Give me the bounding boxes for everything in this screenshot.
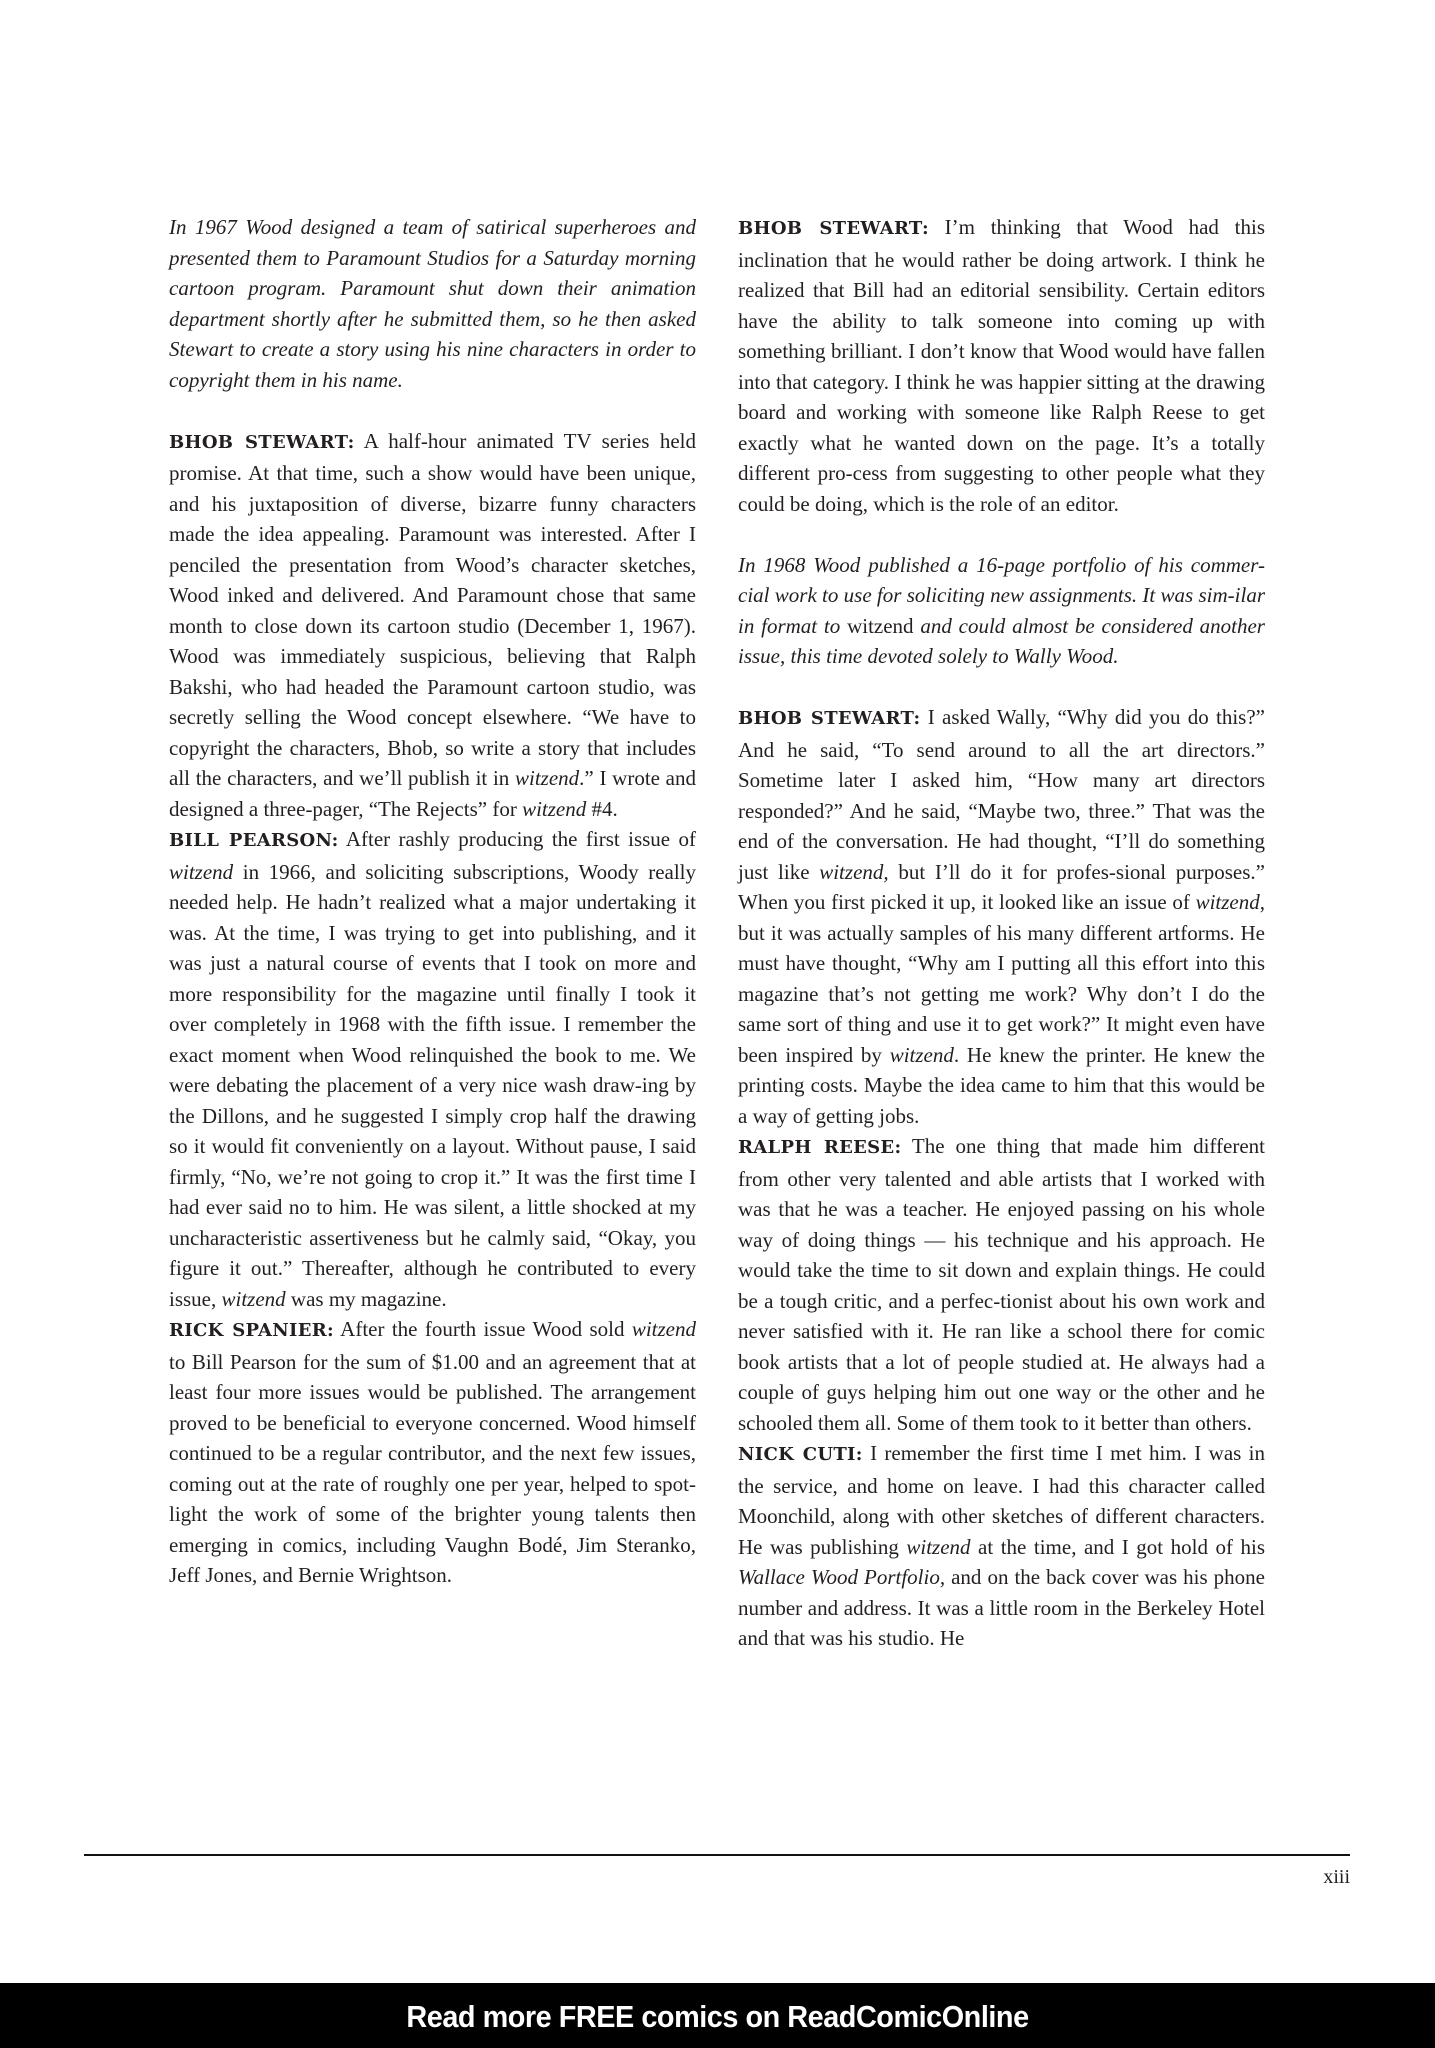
footer-rule: [84, 1854, 1350, 1856]
quote-bhob-stewart-1: BHOB STEWART: A half-hour animated TV series held promise. At that time, such a show would have been unique, and his juxtaposition of diverse, bizarre funny characters made the idea appealing. Paramount was interested. After I penciled the presentation from Wood’s character sketches, Wood inked and delivered. And Paramount chose that same month to close down its cartoon studio (December 1, 1967). Wood was immediately suspicious, believing that Ralph Bakshi, who had headed the Paramount cartoon studio, was secretly selling the Wood concept elsewhere. “We have to copyright the characters, Bhob, so write a story that includes all the characters, and we’ll publish it in witzend.” I wrote and designed a three-pager, “The Rejects” for witzend #4.: [169, 428, 697, 821]
title-witzend: witzend: [889, 1042, 954, 1067]
speaker-label: RICK SPANIER:: [169, 1320, 334, 1341]
intro-paragraph-1968: In 1968 Wood published a 16-page portfolio of his commer-cial work to use for soliciting new assignments. It was sim-ilar in format to witzend and could almost be considered another issue, this time devoted solely to Wally Wood.: [738, 552, 1265, 668]
title-wallace-wood-portfolio: Wallace Wood Portfolio,: [738, 1565, 946, 1589]
title-witzend: witzend: [515, 766, 580, 790]
promo-banner-text[interactable]: Read more FREE comics on ReadComicOnline: [406, 1998, 1029, 2034]
promo-banner[interactable]: [0, 1983, 1435, 2048]
title-witzend: witzend,: [819, 859, 889, 884]
quote-ralph-reese: RALPH REESE: The one thing that made him different from other very talented and able artists that I worked with was that he was a teacher. He enjoyed passing on his whole way of doing things — his technique and his approach. He would take the time to sit down and explain things. He could be a tough critic, and a perfec-tionist about his own work and never satisfied with it. He ran like a school there for comic book artists that a lot of people studied at. He always had a couple of guys helping him out one way or the other and he schooled them all. Some of them took to it better than others.: [738, 1134, 1265, 1435]
title-witzend: witzend: [1195, 890, 1260, 914]
right-column: [738, 212, 1265, 1654]
title-witzend: witzend: [221, 1286, 286, 1311]
quote-bhob-stewart-2: BHOB STEWART: I’m thinking that Wood had this inclination that he would rather be doing artwork. I think he realized that Bill had an editorial sensibility. Certain editors have the ability to talk someone into coming up with something brilliant. I don’t know that Wood would have fallen into that category. I think he was happier sitting at the drawing board and working with someone like Ralph Reese to get exactly what he wanted down on the page. It’s a totally different pro-cess from suggesting to other people what they could be doing, which is the role of an editor.: [738, 215, 1265, 516]
quote-bill-pearson: BILL PEARSON: After rashly producing the first issue of witzend in 1966, and soliciting subscriptions, Woody really needed help. He hadn’t realized what a major undertaking it was. At the time, I was trying to get into publishing, and it was just a natural course of events that I took on more and more responsibility for the magazine until finally I took it over completely in 1968 with the fifth issue. I remember the exact moment when Wood relinquished the book to me. We were debating the placement of a very nice wash draw-ing by the Dillons, and he suggested I simply crop half the drawing so it would fit conveniently on a layout. Without pause, I said firmly, “No, we’re not going to crop it.” It was the first time I had ever said no to him. He was silent, a little shocked at my uncharacteristic assertiveness but he calmly said, “Okay, you figure it out.” Thereafter, although he contributed to every issue, witzend was my magazine.: [169, 827, 697, 1311]
title-witzend: witzend: [847, 613, 914, 638]
page-number: xiii: [1323, 1866, 1350, 1888]
title-witzend: witzend: [522, 796, 587, 821]
title-witzend: witzend: [169, 859, 234, 884]
title-witzend: witzend: [631, 1317, 696, 1341]
title-witzend: witzend: [906, 1534, 971, 1559]
speaker-label: BHOB STEWART:: [169, 431, 355, 453]
left-column: [169, 212, 696, 1591]
quote-rick-spanier: RICK SPANIER: After the fourth issue Wood sold witzend to Bill Pearson for the sum of $1.00 and an agreement that at least four more issues would be published. The arrangement proved to be beneficial to everyone concerned. Wood himself continued to be a regular contributor, and the next few issues, coming out at the rate of roughly one per year, helped to spot-light the work of some of the brighter young talents then emerging in comics, including Vaughn Bodé, Jim Steranko, Jeff Jones, and Bernie Wrightson.: [169, 1317, 696, 1587]
quote-bhob-stewart-3: BHOB STEWART: I asked Wally, “Why did you do this?” And he said, “To send around to all the art directors.” Sometime later I asked him, “How many art directors responded?” And he said, “Maybe two, three.” That was the end of the conversation. He had thought, “I’ll do something just like witzend, but I’ll do it for profes-sional purposes.” When you first picked it up, it looked like an issue of witzend, but it was actually samples of his many different artforms. He must have thought, “Why am I putting all this effort into this magazine that’s not getting me work? Why don’t I do the same sort of thing and use it to get work?” It might even have been inspired by witzend. He knew the printer. He knew the printing costs. Maybe the idea came to him that this would be a way of getting jobs.: [738, 705, 1265, 1128]
speaker-label: BHOB STEWART:: [738, 218, 929, 239]
intro-paragraph-1967: In 1967 Wood designed a team of satirical superheroes and presented them to Paramount Studios for a Saturday morning cartoon program. Paramount shut down their animation department shortly after he submitted them, so he then asked Stewart to create a story using his nine characters in order to copyright them in his name.: [169, 215, 696, 392]
quote-nick-cuti: NICK CUTI: I remember the first time I met him. I was in the service, and home on leave. I had this character called Moonchild, along with other sketches of different characters. He was publishing witzend at the time, and I got hold of his Wallace Wood Portfolio, and on the back cover was his phone number and address. It was a little room in the Berkeley Hotel and that was his studio. He: [738, 1441, 1266, 1650]
speaker-label: BHOB STEWART:: [738, 708, 921, 729]
speaker-label: NICK CUTI:: [738, 1444, 863, 1465]
speaker-label: RALPH REESE:: [738, 1137, 902, 1158]
speaker-label: BILL PEARSON:: [169, 830, 339, 851]
